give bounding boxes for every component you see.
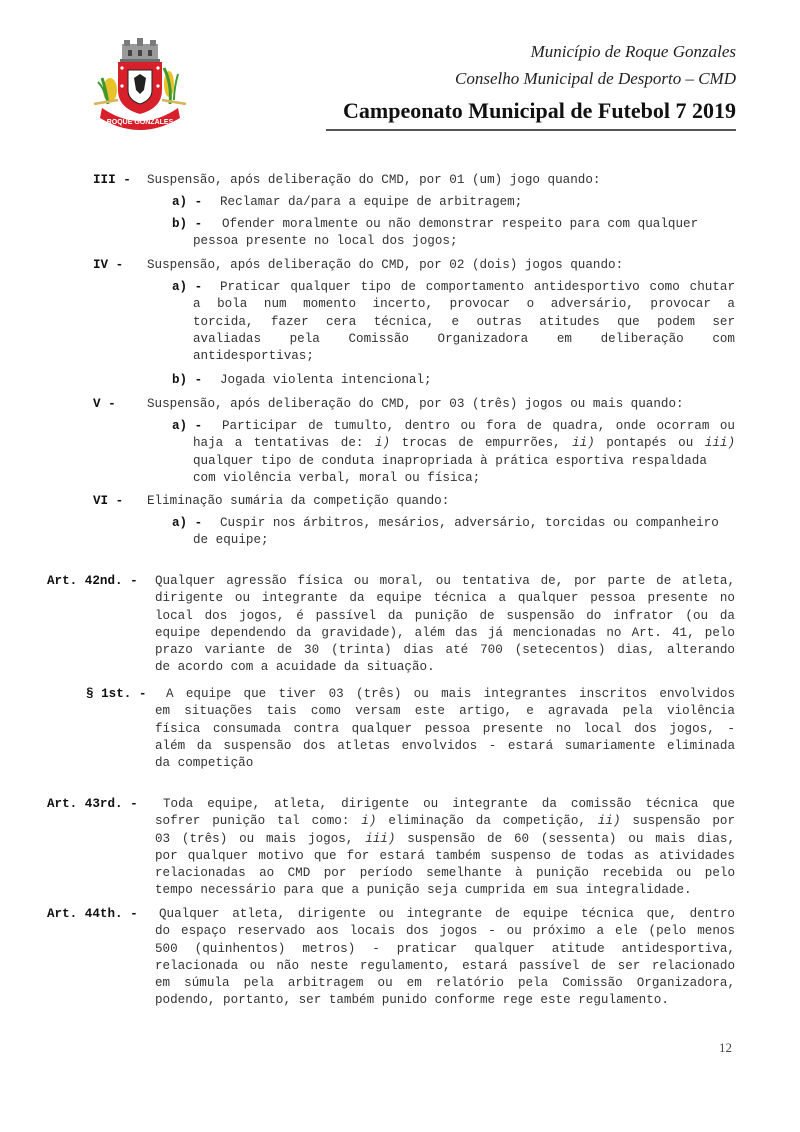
subitem-text: Jogada violenta intencional; [220, 373, 432, 387]
logo-ribbon-text: ROQUE GONZALES [106, 119, 174, 126]
text-line: por qualquer motivo que for estará também suspenso de todas as atividades [155, 848, 735, 863]
text-line: local dos jogos, é passível da punição de suspensão do infrator (ou da [155, 608, 735, 623]
subitem-text: Reclamar da/para a equipe de arbitragem; [220, 195, 523, 209]
header-municipality: Município de Roque Gonzales [530, 42, 736, 61]
header-council: Conselho Municipal de Desporto – CMD [455, 69, 736, 88]
text-line: prazo variante de 30 (trinta) dias até 700 (setecentos) dias, alterando [155, 643, 735, 658]
article-label: Art. 44th. - [47, 907, 138, 921]
subitem-text: Ofender moralmente ou não demonstrar respeito para com qualquer [222, 217, 699, 231]
page-number: 12 [719, 1040, 732, 1055]
text-line: podendo, portanto, ser também punido conforme rege este regulamento. [155, 993, 669, 1008]
text-line: física consumada contra qualquer pessoa presente no local dos jogos, - [155, 721, 735, 736]
subitem-text: de equipe; [193, 533, 269, 547]
text-line: de acordo com a acuidade da situação. [155, 660, 435, 675]
enum-marker: iii) [704, 436, 736, 451]
text-line: Praticar qualquer tipo de comportamento antidesportivo como chutar [220, 280, 735, 294]
article-paragraph [155, 573, 735, 677]
text-line: além da suspensão dos atletas envolvidos - estará sumariamente eliminada [155, 738, 735, 753]
enum-marker: i) [374, 436, 391, 451]
text-line: da competição [155, 756, 254, 771]
paragraph-label: § 1st. - [86, 687, 147, 701]
text-line: com violência verbal, moral ou física; [193, 470, 481, 485]
enum-marker: iii) [365, 831, 396, 846]
enum-marker: i) [361, 814, 377, 829]
subitem-label: b) - [172, 217, 203, 231]
header-title: Campeonato Municipal de Futebol 7 2019 [343, 98, 736, 123]
text-run: sofrer punição tal como: [155, 814, 362, 829]
subitem-text: Cuspir nos árbitros, mesários, adversário, torcidas ou companheiro [220, 516, 719, 530]
text-run: trocas de empurrões, [390, 436, 573, 451]
text-line: dirigente ou integrante da equipe técnica a qualquer pessoa presente no [155, 591, 735, 606]
subitem-label: a) - [172, 280, 203, 294]
text-line: 500 (quinhentos) metros) - praticar qualquer atitude antidesportiva, [155, 941, 735, 956]
crown-icon [120, 38, 160, 62]
item-label: V - [93, 397, 116, 411]
item-text: Suspensão, após deliberação do CMD, por 02 (dois) jogos quando: [147, 258, 624, 272]
item-label: III - [93, 173, 131, 187]
municipal-coat-of-arms-logo [92, 38, 188, 134]
subitem-paragraph [193, 418, 735, 487]
header-divider [326, 129, 736, 131]
text-line: torcida, fazer cera técnica, e outras atitudes que podem ser [193, 314, 735, 329]
enum-marker: ii) [597, 814, 621, 829]
item-label: VI - [93, 494, 124, 508]
text-line [120, 831, 735, 848]
text-run: 03 (três) ou mais jogos, [155, 831, 366, 846]
text-line: Participar de tumulto, dentro ou fora de quadra, onde ocorram ou [222, 419, 735, 433]
subitem-text: pessoa presente no local dos jogos; [193, 234, 458, 248]
subitem-label: a) - [172, 195, 203, 209]
article-paragraph [155, 906, 735, 1010]
article-paragraph [120, 796, 735, 900]
subitem-label: a) - [172, 419, 203, 433]
item-text: Suspensão, após deliberação do CMD, por 03 (três) jogos ou mais quando: [147, 397, 684, 411]
article-label: Art. 43rd. - [47, 797, 138, 811]
text-run: suspensão por [620, 814, 735, 829]
subitem-label: b) - [172, 373, 203, 387]
text-line: avaliadas pela Comissão Organizadora em deliberação com [193, 331, 735, 346]
text-line [193, 435, 735, 452]
text-line: A equipe que tiver 03 (três) ou mais integrantes inscritos envolvidos [166, 687, 735, 701]
text-line: qualquer tipo de conduta inapropriada à prática esportiva respaldada [193, 453, 707, 468]
item-text: Eliminação sumária da competição quando: [147, 494, 450, 508]
text-line: a bola num momento incerto, provocar o adversário, provocar a [193, 297, 735, 312]
text-line: Qualquer atleta, dirigente ou integrante de equipe técnica que, dentro [159, 907, 735, 921]
text-line: em súmula pela arbitragem ou em relatório pela Comissão Organizadora, [155, 976, 735, 991]
enum-marker: ii) [572, 436, 595, 451]
subitem-paragraph [193, 279, 735, 365]
text-run: suspensão de 60 (sessenta) ou mais dias, [395, 831, 736, 846]
item-text: Suspensão, após deliberação do CMD, por 01 (um) jogo quando: [147, 173, 601, 187]
subitem-label: a) - [172, 516, 203, 530]
text-run: eliminação da competição, [376, 814, 598, 829]
text-line: em situações tais como versam este artigo, e agravada pela violência [155, 704, 735, 719]
text-line: Toda equipe, atleta, dirigente ou integrante da comissão técnica que [163, 797, 735, 811]
text-line [120, 813, 735, 830]
text-line: Qualquer agressão física ou moral, ou tentativa de, por parte de atleta, [155, 574, 735, 588]
item-label: IV - [93, 258, 124, 272]
shield-icon [118, 62, 162, 114]
text-run: pontapés ou [594, 436, 705, 451]
text-line: antidesportivas; [193, 349, 314, 364]
text-line: tempo necessário para que a punição seja cumprida em sua integralidade. [155, 883, 692, 898]
text-run: haja a tentativas de: [193, 436, 375, 451]
text-line: equipe dependendo da gravidade), além das já mencionadas no Art. 41, pelo [155, 625, 735, 640]
text-line: do espaço reservado aos locais dos jogos - ou próximo a ele (pelo menos [155, 924, 735, 939]
article-label: Art. 42nd. - [47, 574, 138, 588]
paragraph-body [155, 686, 735, 772]
text-line: relacionadas ao CMD por período semelhante à punição recebida ou pelo [155, 866, 735, 881]
text-line: relacionada ou não neste regulamento, estará passível de ser relacionado [155, 958, 735, 973]
